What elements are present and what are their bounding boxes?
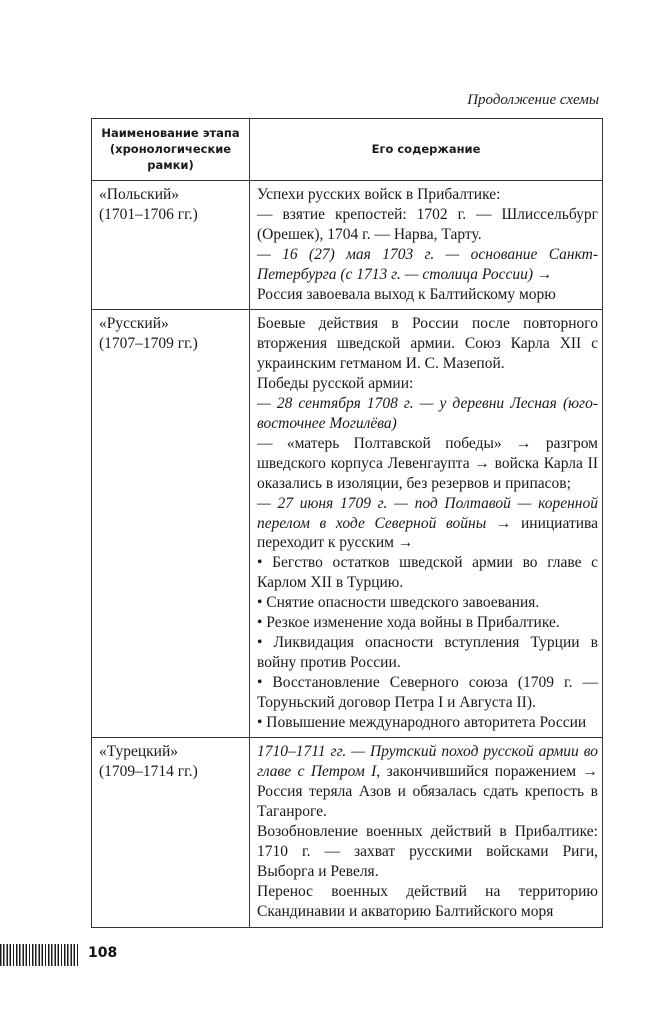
header-content: Его содержание [250,119,603,181]
content-line: • Резкое изменение хода войны в Прибалтике. [257,614,560,632]
content-line: Успехи русских войск в Прибалтике: [257,186,501,203]
stage-cell [92,310,250,738]
table-header-row [92,119,603,181]
content-line: • Восстановление Северного союза (1709 г. — Торуньский договор Петра I и Августа II). [257,673,598,711]
page-edge-marker [0,944,80,966]
content-line: Возобновление военных действий в Прибалтике: 1710 г. — захват русскими войсками Риги, Выборга и Ревеля. [257,823,598,880]
table-row [92,181,603,310]
stage-dates: (1707–1709 гг.) [99,335,198,353]
stage-name: «Турецкий» [99,743,178,761]
content-line: Боевые действия в России после повторного вторжения шведской армии. Союз Карла XII с украинским гетманом И. С. Мазепой. [257,315,598,373]
stage-name: «Польский» [99,186,180,203]
content-line [257,495,598,552]
page-number: 108 [88,945,118,961]
stage-dates: (1701–1706 гг.) [99,205,198,223]
prut-campaign: 1710–1711 гг. — Прутский поход русской армии во главе с Петром I [257,743,598,781]
content-line: — взятие крепостей: 1702 г. — Шлиссельбург (Орешек), 1704 г. — Нарва, Тарту. [257,205,598,243]
content-line: — «матерь Полтавской победы» → разгром шведского корпуса Левенгаупта → войска Карла II оказались в изоляции, без резервов и припасов; [257,434,598,492]
content-cell [250,181,603,310]
content-line: Победы русской армии: [257,375,414,393]
prut-outcome: , закончившийся поражением → Россия теряла Азов и обязалась сдать крепость в Таганроге. [257,763,598,821]
content-line [257,742,598,822]
content-line: • Ликвидация опасности вступления Турции в войну против России. [257,633,598,671]
header-stage-name: Наименование этапа (хронологические рамки) [92,119,250,181]
stage-cell [92,738,250,927]
battle-poltava: — 27 июня 1709 г. — под Полтавой — коренной перелом в ходе Северной войны [257,494,598,532]
content-line: • Снятие опасности шведского завоевания. [257,594,540,612]
content-line: • Повышение международного авторитета России [257,713,587,731]
table-row [92,738,603,927]
content-line: • Бегство остатков шведской армии во главе с Карлом XII в Турцию. [257,554,598,592]
content-line: Россия завоевала выход к Балтийскому морю [257,285,556,303]
stage-dates: (1709–1714 гг.) [99,763,198,781]
content-cell [250,310,603,738]
content-line: Перенос военных действий на территорию Скандинавии и акваторию Балтийского моря [257,882,598,920]
continuation-label: Продолжение схемы [467,92,599,108]
content-line: — 16 (27) мая 1703 г. — основание Санкт-Петербурга (с 1713 г. — столица России) → [257,245,598,283]
stage-cell [92,181,250,310]
content-cell [250,738,603,927]
history-table [91,118,603,928]
stage-name: «Русский» [99,315,169,333]
table-row [92,310,603,738]
content-line: — 28 сентября 1708 г. — у деревни Лесная (юго-восточнее Могилёва) [257,395,598,432]
initiative-text: → инициатива переходит к русским → [257,514,598,552]
